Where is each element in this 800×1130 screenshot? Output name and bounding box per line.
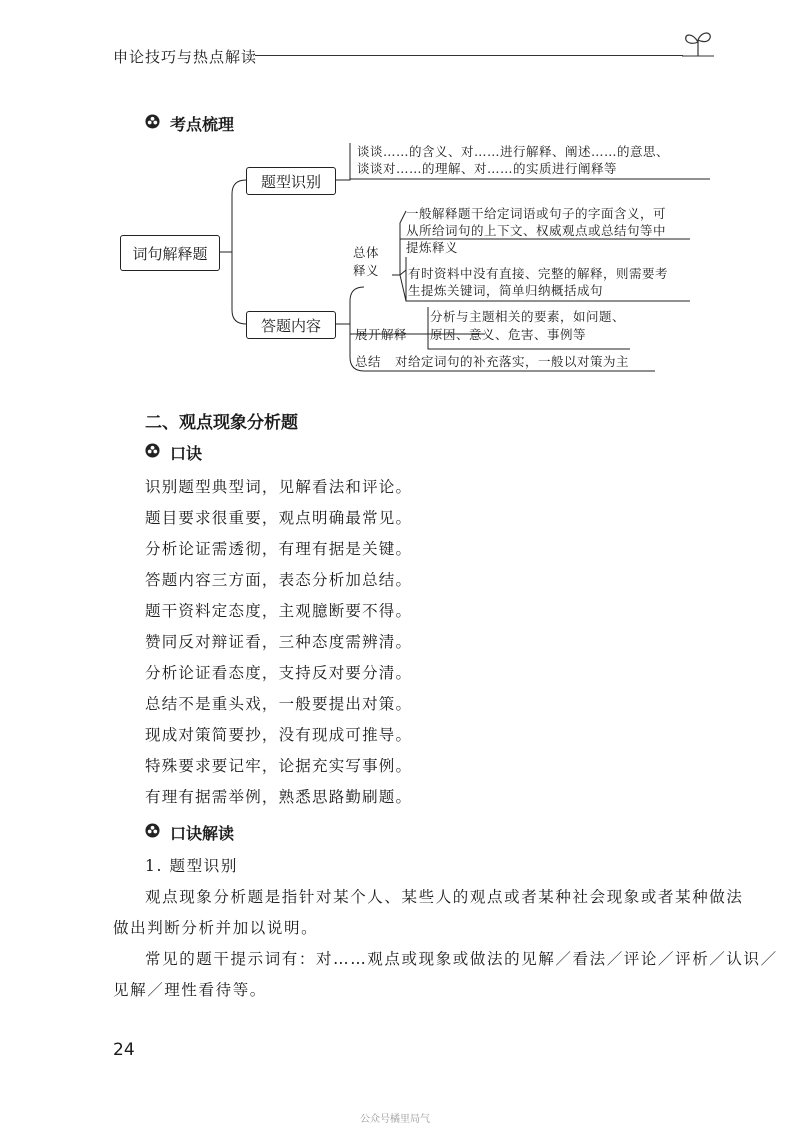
mindmap-root: 词句解释题	[120, 235, 220, 271]
sub-overall-text-b2: 生提炼关键词，简单归纳概括成句	[408, 283, 604, 298]
verse-line: 总结不是重头戏，一般要提出对策。	[145, 695, 413, 713]
verse-line: 有理有据需举例，熟悉思路勤刷题。	[145, 788, 413, 806]
sub-expand-label: 展开解释	[355, 327, 408, 342]
sub-expand-line-2: 原因、意义、危害、事例等	[430, 327, 587, 342]
sub-overall-label-2: 释义	[353, 263, 380, 278]
mindmap-branch-content: 答题内容	[246, 311, 336, 339]
verse-line: 分析论证需透彻，有理有据是关键。	[145, 540, 413, 558]
branch-type-line-1: 谈谈……的含义、对……进行解释、阐述……的意思、	[357, 144, 670, 159]
sub-overall-text-a3: 提炼释义	[406, 240, 459, 255]
section-kaodian-label: 考点梳理	[170, 115, 235, 134]
sprout-icon	[678, 28, 718, 58]
section-jiedu-label: 口诀解读	[170, 824, 235, 843]
para2-line-2: 见解／理性看待等。	[113, 981, 267, 999]
flower-bullet-icon	[145, 443, 160, 458]
para1-line-2: 做出判断分析并加以说明。	[113, 919, 319, 937]
verse-line: 特殊要求要记牢，论据充实写事例。	[145, 757, 413, 775]
running-header-title: 申论技巧与热点解读	[113, 48, 258, 66]
verse-line: 题目要求很重要，观点明确最常见。	[145, 509, 413, 527]
mindmap	[110, 135, 710, 385]
sub-overall-label-1: 总体	[353, 245, 380, 260]
section2-title: 二、观点现象分析题	[145, 413, 298, 433]
sub-overall-text-a2: 从所给词句的上下文、权威观点或总结句等中	[406, 223, 667, 238]
sub-summary-label: 总结	[355, 354, 382, 369]
para1-line-1: 观点现象分析题是指针对某个人、某些人的观点或者某种社会现象或者某种做法	[145, 888, 744, 906]
flower-bullet-icon	[145, 114, 160, 129]
branch-type-line-2: 谈谈对……的理解、对……的实质进行阐释等	[357, 161, 618, 176]
section-koujue-label: 口诀	[170, 444, 203, 463]
verse-line: 题干资料定态度，主观臆断要不得。	[145, 602, 413, 620]
verse-line: 识别题型典型词，见解看法和评论。	[145, 478, 413, 496]
mindmap-branch-type: 题型识别	[246, 167, 336, 195]
page-number: 24	[113, 1040, 135, 1060]
verse-line: 现成对策简要抄，没有现成可推导。	[145, 726, 413, 744]
para2-line-1: 常见的题干提示词有：对……观点或现象或做法的见解／看法／评论／评析／认识／	[145, 950, 778, 968]
watermark: 公众号橘里局气	[360, 1114, 430, 1125]
sub-summary-line-1: 对给定词句的补充落实，一般以对策为主	[395, 354, 630, 369]
sub-overall-text-a1: 一般解释题干给定词语或句子的字面含义，可	[406, 206, 667, 221]
flower-bullet-icon	[145, 823, 160, 838]
sub-overall-text-b1: 有时资料中没有直接、完整的解释，则需要考	[408, 266, 669, 281]
verse-line: 分析论证看态度，支持反对要分清。	[145, 664, 413, 682]
verse-line: 赞同反对辩证看，三种态度需辨清。	[145, 633, 413, 651]
subsection1-title: 1. 题型识别	[145, 857, 238, 875]
verse-line: 答题内容三方面，表态分析加总结。	[145, 571, 413, 589]
sub-expand-line-1: 分析与主题相关的要素，如问题、	[430, 309, 626, 324]
header-rule	[255, 55, 683, 56]
